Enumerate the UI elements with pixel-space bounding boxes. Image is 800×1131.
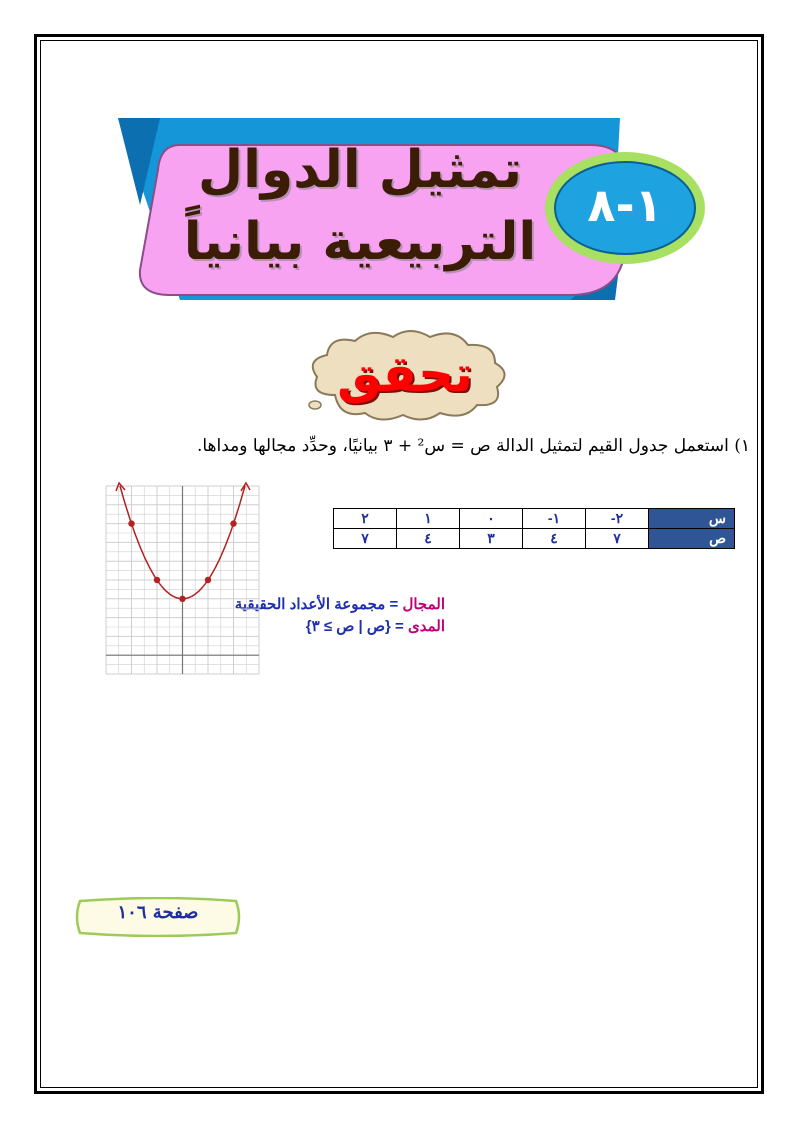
range-line	[235, 616, 445, 638]
graph-point	[128, 520, 134, 526]
table-cell: ٧	[334, 529, 397, 549]
graph-point	[230, 520, 236, 526]
table-header-y: ص	[649, 529, 735, 549]
range-value: = {ص | ص ≥ ٣}	[305, 618, 404, 635]
table-cell: ٠	[460, 509, 523, 529]
parabola-graph	[100, 480, 265, 680]
values-table	[333, 508, 735, 549]
question-number: ١)	[734, 436, 750, 456]
graph-point	[205, 577, 211, 583]
question-1	[197, 436, 750, 456]
domain-line	[235, 594, 445, 616]
domain-value: = مجموعة الأعداد الحقيقية	[234, 596, 399, 613]
table-cell: ٣	[460, 529, 523, 549]
table-cell: ٢	[334, 509, 397, 529]
table-cell: ٤	[523, 529, 586, 549]
table-cell: ١	[397, 509, 460, 529]
table-cell: ١-	[523, 509, 586, 529]
lesson-title-line2: التربيعية بيانياً	[183, 212, 537, 272]
lesson-title-line1: تمثيل الدوال	[197, 140, 522, 200]
table-row-y	[334, 529, 735, 549]
question-text: استعمل جدول القيم لتمثيل الدالة ص = س² + ٣ بيانيًا، وحدِّد مجالها ومداها.	[196, 436, 729, 456]
lesson-number: ١-٨	[587, 178, 663, 232]
table-row-x	[334, 509, 735, 529]
graph-point	[179, 596, 185, 602]
check-label: تحقق	[337, 345, 473, 403]
graph-point	[154, 577, 160, 583]
table-cell: ٢-	[586, 509, 649, 529]
table-cell: ٧	[586, 529, 649, 549]
table-header-x: س	[649, 509, 735, 529]
page-reference: صفحة ١٠٦	[117, 902, 199, 923]
range-label: المدى	[407, 618, 445, 635]
table-cell: ٤	[397, 529, 460, 549]
domain-label: المجال	[402, 596, 445, 613]
answers-block	[235, 594, 445, 638]
